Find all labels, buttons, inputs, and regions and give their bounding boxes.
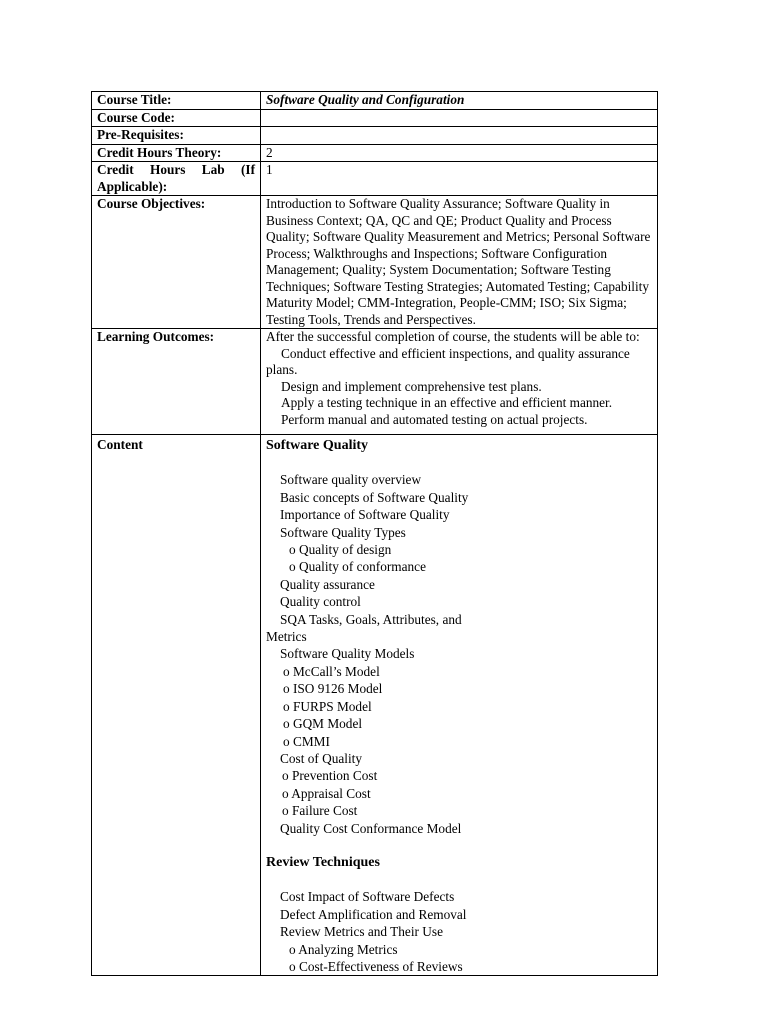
learning-outcome-item: Apply a testing technique in an effective and efficient manner. — [281, 395, 613, 410]
content-item: SQA Tasks, Goals, Attributes, and Metrics — [266, 611, 462, 645]
content-subitem: o ISO 9126 Model — [283, 681, 383, 697]
learning-outcome-item: Design and implement comprehensive test plans. — [281, 378, 542, 394]
content-label: Content — [92, 435, 261, 976]
content-subitem: o Prevention Cost — [282, 768, 378, 784]
pre-requisites-value — [261, 127, 658, 145]
credit-hours-lab-value: 1 — [261, 162, 658, 196]
content-item: Quality Cost Conformance Model — [280, 820, 462, 836]
row-content — [92, 435, 658, 976]
content-item: Cost of Quality — [280, 750, 362, 766]
content-item: Review Metrics and Their Use — [280, 924, 443, 940]
content-item: Software quality overview — [280, 472, 422, 488]
learning-outcomes-label: Learning Outcomes: — [92, 329, 261, 435]
course-title-value: Software Quality and Configuration — [261, 92, 658, 110]
row-course-objectives — [92, 196, 658, 329]
content-subitem: o Quality of conformance — [289, 559, 426, 575]
course-outline-table — [91, 91, 658, 976]
credit-hours-theory-value: 2 — [261, 144, 658, 162]
content-item: Defect Amplification and Removal — [280, 906, 467, 922]
content-item: Quality assurance — [280, 576, 375, 592]
content-subitem: o Failure Cost — [282, 803, 358, 819]
pre-requisites-label: Pre-Requisites: — [92, 127, 261, 145]
learning-outcome-item: Conduct effective and efficient inspections, and quality assurance plans. — [266, 345, 630, 377]
course-code-value — [261, 109, 658, 127]
content-item: Software Quality Models — [280, 646, 415, 662]
learning-outcomes-intro: After the successful completion of course, the students will be able to: — [266, 329, 640, 344]
credit-hours-lab-label: Credit Hours Lab (If Applicable): — [92, 162, 261, 196]
content-item: Software Quality Types — [280, 524, 406, 540]
content-item: Basic concepts of Software Quality — [280, 489, 469, 505]
course-objectives-value: Introduction to Software Quality Assurance; Software Quality in Business Context; QA, QC and QE; Product Quality and Process Quality; Software Quality Measurement and Metrics; Personal Software Process; Walkthroughs and Inspections; Software Configuration Management; Quality; System Documentation; Software Testing Techniques; Software Testing Strategies; Automated Testing; Capability Maturity Model; CMM-Integration, People-CMM; ISO; Six Sigma; Testing Tools, Trends and Perspectives. — [261, 196, 658, 329]
content-subitem: o Quality of design — [289, 542, 392, 558]
section-heading-review-techniques: Review Techniques — [266, 854, 380, 870]
content-subitem: o CMMI — [283, 733, 330, 749]
row-learning-outcomes — [92, 329, 658, 435]
content-item: Quality control — [280, 594, 361, 610]
credit-hours-theory-label: Credit Hours Theory: — [92, 144, 261, 162]
row-course-code — [92, 109, 658, 127]
learning-outcomes-value — [261, 329, 658, 435]
content-subitem: o GQM Model — [283, 716, 363, 732]
row-course-title — [92, 92, 658, 110]
course-objectives-label: Course Objectives: — [92, 196, 261, 329]
course-title-label: Course Title: — [92, 92, 261, 110]
row-pre-requisites — [92, 127, 658, 145]
row-credit-hours-lab — [92, 162, 658, 196]
content-subitem: o Cost-Effectiveness of Reviews — [289, 958, 463, 974]
content-value — [261, 435, 658, 976]
row-credit-hours-theory — [92, 144, 658, 162]
section-heading-software-quality: Software Quality — [266, 438, 369, 453]
course-code-label: Course Code: — [92, 109, 261, 127]
learning-outcome-item: Perform manual and automated testing on actual projects. — [281, 411, 588, 427]
content-item: Cost Impact of Software Defects — [280, 889, 455, 905]
content-subitem: o Analyzing Metrics — [289, 941, 398, 957]
content-subitem: o FURPS Model — [283, 698, 372, 714]
content-subitem: o Appraisal Cost — [282, 785, 371, 801]
content-subitem: o McCall’s Model — [283, 663, 380, 679]
content-item: Importance of Software Quality — [280, 507, 450, 523]
